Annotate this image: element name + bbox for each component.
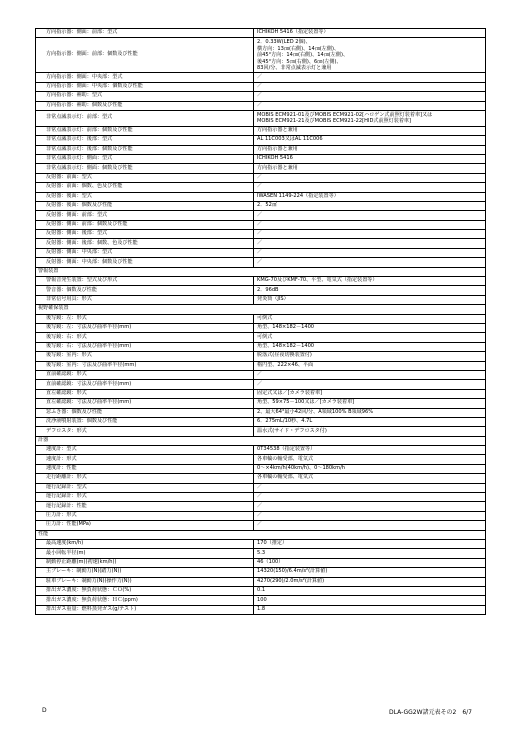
spec-row [36,92,486,101]
footer-right: DLA-GG2W諸元表その2 6/7 [389,709,472,716]
spec-row [36,230,486,239]
spec-table-body [36,29,486,615]
spec-row [36,201,486,210]
spec-label: 直前確認鏡：形式 [36,370,254,379]
spec-label: 最小回転半径(m) [36,549,254,558]
spec-value: 可倒式 [254,333,486,342]
spec-label: 非常点滅表示灯：後部：個数及び性能 [36,145,254,154]
spec-label: 方向指示器：側面：中央部：個数及び性能 [36,82,254,91]
spec-row [36,446,486,455]
spec-value: 方向指示器と兼用 [254,164,486,173]
section-heading: 性能 [36,530,486,539]
spec-label: 反射器：側面：前部：型式 [36,211,254,220]
spec-value: ／ [254,258,486,267]
spec-label: 反射器：後面：個数及び性能 [36,201,254,210]
spec-value: 170（推定） [254,539,486,548]
spec-label: 方向指示器：側面：前部：個数及び性能 [36,38,254,73]
spec-value: 方向指示器と兼用 [254,126,486,135]
spec-row [36,173,486,182]
spec-label: 非常点滅表示灯：側面：型式 [36,154,254,163]
spec-value: 各車輪の軸受部、電気式 [254,455,486,464]
spec-table [35,28,486,615]
spec-row [36,164,486,173]
spec-label: 直左確認鏡：形式 [36,389,254,398]
spec-row [36,314,486,323]
spec-label: 圧力計：形式 [36,511,254,520]
spec-row [36,568,486,577]
spec-value: 14320(150)/6.4m/s²(計算値) [254,568,486,577]
spec-value: 100 [254,596,486,605]
spec-label: 後写鏡：右：形式 [36,333,254,342]
spec-row [36,389,486,398]
spec-label: 反射器：側面：前部：個数及び性能 [36,220,254,229]
spec-value: ／ [254,248,486,257]
spec-row [36,558,486,567]
spec-row [36,333,486,342]
spec-row [36,361,486,370]
spec-value: 方向指示器と兼用 [254,145,486,154]
spec-row [36,29,486,38]
spec-label: 反射器：側面：後部：型式 [36,230,254,239]
footer-left: D [42,707,47,714]
spec-label: 非常点滅表示灯：前部：型式 [36,110,254,126]
spec-value: 6．275mL/10秒、4.7L [254,417,486,426]
spec-value: 5.3 [254,549,486,558]
spec-label: 非常点滅表示灯：前部：個数及び性能 [36,126,254,135]
spec-row [36,324,486,333]
spec-label: 非常点滅表示灯：後部：型式 [36,136,254,145]
spec-row [36,82,486,91]
spec-value: 各車輪の軸受部、電気式 [254,474,486,483]
spec-label: 後写鏡：左：形式 [36,314,254,323]
spec-label: 速度計：型式 [36,446,254,455]
spec-label: 非常信号用具：形式 [36,295,254,304]
spec-value: 脱落式(昼夜切換装置付) [254,352,486,361]
spec-value: ／ [254,239,486,248]
section-row [36,305,486,314]
spec-value: ／ [254,73,486,82]
spec-row [36,549,486,558]
spec-label: 反射器：後面：型式 [36,192,254,201]
spec-value: 角型、148×182－1400 [254,342,486,351]
spec-value: 4270(290)/2.0m/s²(計算値) [254,577,486,586]
spec-value: 2．96dB [254,286,486,295]
spec-row [36,455,486,464]
spec-value: 0〜×4km/h(40km/h)、0〜180km/h [254,464,486,473]
spec-row [36,192,486,201]
spec-label: 方向指示器：補助：型式 [36,92,254,101]
spec-row [36,502,486,511]
spec-row [36,145,486,154]
spec-label: 最高速度(km/h) [36,539,254,548]
spec-label: 駐車ブレーキ：制動力(N)(操作力(N)) [36,577,254,586]
spec-value: ICHIKOH 5416 [254,154,486,163]
spec-value: AL 11C003又はAL 11C006 [254,136,486,145]
spec-label: 反射器：前面：型式 [36,173,254,182]
spec-label: 排出ガス重量：燃料蒸発ガス(g/テスト) [36,605,254,614]
spec-row [36,605,486,614]
spec-row [36,220,486,229]
spec-value: 固定式又は／[カメラ装着車] [254,389,486,398]
spec-row [36,417,486,426]
spec-row [36,38,486,73]
spec-row [36,483,486,492]
spec-label: 直前確認鏡：寸法及び曲率半径(mm) [36,380,254,389]
spec-value: 0.1 [254,586,486,595]
spec-value: ／ [254,82,486,91]
spec-value: ／ [254,230,486,239]
spec-label: 速度計：形式 [36,455,254,464]
spec-value: ICHIKOH 5416（指定装置等） [254,29,486,38]
spec-label: 反射器：側面：中央部：個数及び性能 [36,258,254,267]
spec-label: 制動停止距離(m)(初速(km/h)) [36,558,254,567]
spec-label: 圧力計：性能(MPa) [36,521,254,530]
spec-value: 2、最大64°最小42回/分、A領域100% B領域96% [254,408,486,417]
spec-value: 角型、59×75－100又は／[カメラ装着車] [254,399,486,408]
spec-value: 1.8 [254,605,486,614]
spec-label: 洗浄液噴射装置：個数及び性能 [36,417,254,426]
spec-label: 方向指示器：補助：個数及び性能 [36,101,254,110]
spec-label: 後写鏡：室内：寸法及び曲率半径(mm) [36,361,254,370]
spec-row [36,399,486,408]
spec-row [36,596,486,605]
spec-row [36,101,486,110]
spec-label: 走行距離計：形式 [36,474,254,483]
spec-label: 排出ガス濃度：無負荷状態：ＨＣ(ppm) [36,596,254,605]
spec-value: 発炎筒（JIS） [254,295,486,304]
spec-row [36,126,486,135]
spec-label: 後写鏡：左：寸法及び曲率半径(mm) [36,324,254,333]
spec-value: 2．52㎠ [254,201,486,210]
spec-label: 警音器：個数及び性能 [36,286,254,295]
spec-value: 2．0.33W(LED 2個)、 横方向：13㎝(右側)、14㎝(左側)、 前45°方向：14㎝(右側)、14㎝(左側)、 後45°方向：5㎝(右側)、6㎝(左側)、 83回/分、非常点滅表示灯と兼用 [254,38,486,73]
spec-row [36,342,486,351]
spec-value: ／ [254,183,486,192]
spec-row [36,110,486,126]
spec-value: ／ [254,493,486,502]
spec-label: 反射器：側面：中央部：型式 [36,248,254,257]
section-heading: 計器 [36,436,486,445]
spec-label: 運行記録計：形式 [36,493,254,502]
spec-value: 0T34538（指定装置等） [254,446,486,455]
spec-value: ／ [254,511,486,520]
spec-row [36,539,486,548]
spec-row [36,408,486,417]
spec-row [36,154,486,163]
spec-label: 直左確認鏡：寸法及び曲率半径(mm) [36,399,254,408]
spec-value: 46（100） [254,558,486,567]
spec-row [36,136,486,145]
spec-row [36,493,486,502]
spec-value: ／ [254,101,486,110]
spec-row [36,352,486,361]
spec-value: IWASEN 1149-224（指定装置等） [254,192,486,201]
spec-value: ／ [254,173,486,182]
spec-value: 可倒式 [254,314,486,323]
spec-label: 主ブレーキ：制動力(N)(踏力(N)) [36,568,254,577]
spec-label: 方向指示器：側面：中央部：型式 [36,73,254,82]
spec-label: 反射器：側面：後部：個数、色及び性能 [36,239,254,248]
spec-value: ／ [254,92,486,101]
spec-row [36,464,486,473]
spec-row [36,73,486,82]
spec-row [36,248,486,257]
spec-row [36,427,486,436]
spec-value: ／ [254,380,486,389]
spec-row [36,277,486,286]
spec-row [36,295,486,304]
spec-label: 排出ガス濃度：無負荷状態：ＣＯ(%) [36,586,254,595]
spec-row [36,474,486,483]
spec-value: ／ [254,483,486,492]
spec-row [36,239,486,248]
spec-value: ／ [254,521,486,530]
section-row [36,436,486,445]
spec-value: MOBIS ECM921-01及びMOBIS ECM921-02[ハロゲン式前照灯装着車]又は MOBIS ECM921-21及びMOBIS ECM921-22[HID式前照灯装着車] [254,110,486,126]
spec-row [36,211,486,220]
spec-row [36,521,486,530]
spec-value: 温水式(サイド・デフロスタ付) [254,427,486,436]
spec-label: デフロスタ：形式 [36,427,254,436]
spec-label: 窓ふき器：個数及び性能 [36,408,254,417]
spec-label: 運行記録計：型式 [36,483,254,492]
spec-value: ／ [254,220,486,229]
section-heading: 視野確保装置 [36,305,486,314]
spec-row [36,258,486,267]
spec-label: 運行記録計：性能 [36,502,254,511]
spec-value: ／ [254,502,486,511]
spec-row [36,286,486,295]
spec-label: 速度計：性能 [36,464,254,473]
spec-value: KMG-70及びKMF-70、平型、電気式（指定装置等） [254,277,486,286]
spec-label: 反射器：前面：個数、色及び性能 [36,183,254,192]
spec-label: 後写鏡：室内：形式 [36,352,254,361]
spec-label: 後写鏡：右：寸法及び曲率半径(mm) [36,342,254,351]
spec-row [36,183,486,192]
section-heading: 警報装置 [36,267,486,276]
spec-value: 楕円型、222×46、平面 [254,361,486,370]
spec-row [36,370,486,379]
spec-row [36,586,486,595]
spec-row [36,577,486,586]
spec-label: 非常点滅表示灯：側面：個数及び性能 [36,164,254,173]
spec-row [36,380,486,389]
spec-value: ／ [254,370,486,379]
spec-label: 警報音発生装置：型式及び形式 [36,277,254,286]
spec-label: 方向指示器：側面：前部：型式 [36,29,254,38]
spec-value: 角型、148×182－1400 [254,324,486,333]
spec-row [36,511,486,520]
section-row [36,267,486,276]
spec-value: ／ [254,211,486,220]
section-row [36,530,486,539]
